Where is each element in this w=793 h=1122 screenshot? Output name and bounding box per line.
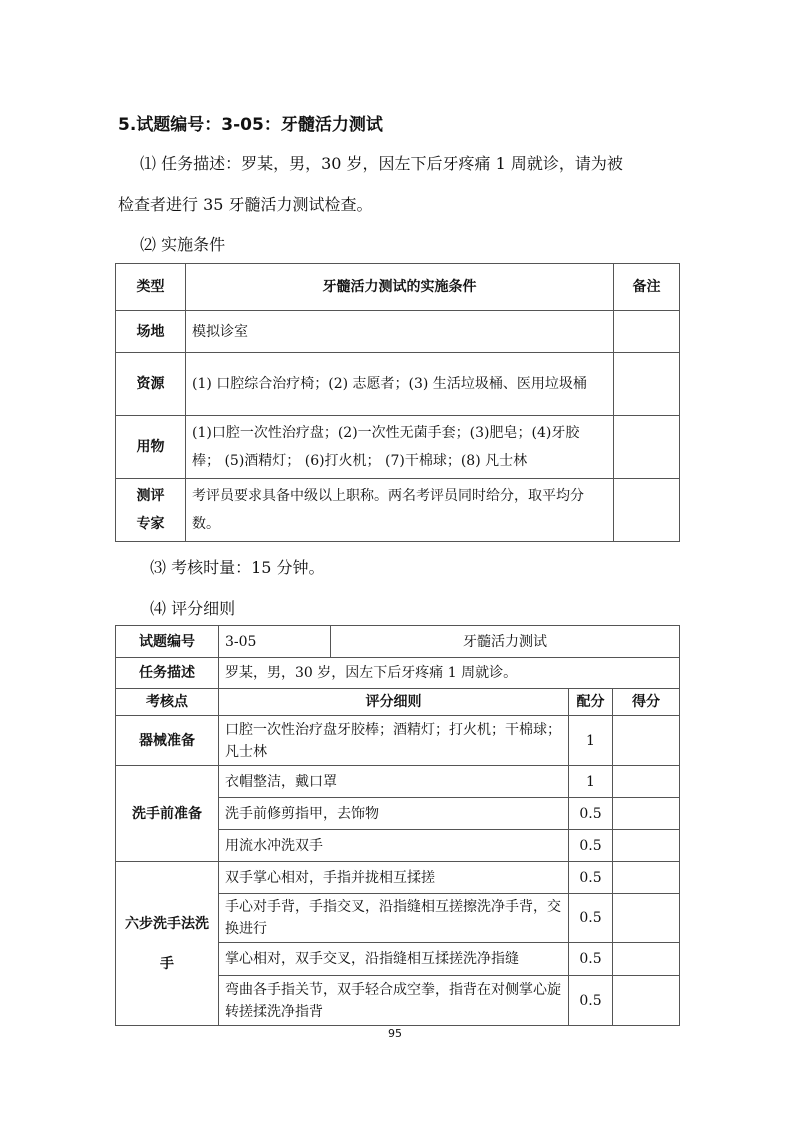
header-got: 得分 <box>613 689 680 716</box>
row-content: 考评员要求具备中级以上职称。两名考评员同时给分，取平均分数。 <box>186 479 614 542</box>
criteria: 掌心相对，双手交叉，沿指缝相互揉搓洗净指缝 <box>219 943 569 976</box>
desc-value: 罗某，男，30 岁，因左下后牙疼痛 1 周就诊。 <box>219 658 680 689</box>
row-note <box>614 479 680 542</box>
criteria: 衣帽整洁，戴口罩 <box>219 766 569 798</box>
row-type: 场地 <box>116 311 186 353</box>
point: 洗手前准备 <box>116 766 219 862</box>
task-description-line2: 检查者进行 35 牙髓活力测试检查。 <box>118 195 373 214</box>
header-criteria: 评分细则 <box>219 689 569 716</box>
row-content: 模拟诊室 <box>186 311 614 353</box>
row-type: 资源 <box>116 353 186 416</box>
header-note: 备注 <box>614 264 680 311</box>
row-type: 用物 <box>116 416 186 479</box>
point: 六步洗手法洗手 <box>116 862 219 1026</box>
row-type: 测评专家 <box>116 479 186 542</box>
subsection-scoring: ⑷ 评分细则 <box>150 599 236 618</box>
row-content: (1)口腔一次性治疗盘；(2)一次性无菌手套；(3)肥皂；(4)牙胶棒； (5)酒精灯； (6)打火机； (7)干棉球；(8) 凡士林 <box>186 416 614 479</box>
id-value: 3-05 <box>219 626 331 658</box>
subsection-conditions: ⑵ 实施条件 <box>140 235 226 254</box>
table-row <box>116 716 680 766</box>
subsection-time: ⑶ 考核时量：15 分钟。 <box>150 558 325 577</box>
score: 0.5 <box>569 894 613 943</box>
score: 0.5 <box>569 830 613 862</box>
header-conditions: 牙髓活力测试的实施条件 <box>186 264 614 311</box>
row-note <box>614 311 680 353</box>
row-note <box>614 416 680 479</box>
score: 1 <box>569 766 613 798</box>
criteria: 用流水冲洗双手 <box>219 830 569 862</box>
criteria: 口腔一次性治疗盘牙胶棒；酒精灯；打火机；干棉球；凡士林 <box>219 716 569 766</box>
id-label: 试题编号 <box>116 626 219 658</box>
row-content: (1) 口腔综合治疗椅；(2) 志愿者；(3) 生活垃圾桶、医用垃圾桶 <box>186 353 614 416</box>
score: 0.5 <box>569 862 613 894</box>
table-row <box>116 479 680 542</box>
section-title: 5.试题编号：3-05：牙髓活力测试 <box>118 115 383 135</box>
got <box>613 830 680 862</box>
criteria: 双手掌心相对，手指并拢相互揉搓 <box>219 862 569 894</box>
header-score: 配分 <box>569 689 613 716</box>
header-point: 考核点 <box>116 689 219 716</box>
got <box>613 976 680 1026</box>
test-name: 牙髓活力测试 <box>331 626 680 658</box>
conditions-table <box>115 263 680 542</box>
table-row <box>116 311 680 353</box>
got <box>613 862 680 894</box>
got <box>613 716 680 766</box>
row-note <box>614 353 680 416</box>
criteria: 手心对手背，手指交叉，沿指缝相互搓擦洗净手背，交换进行 <box>219 894 569 943</box>
table-row <box>116 416 680 479</box>
score: 0.5 <box>569 943 613 976</box>
table-row <box>116 766 680 798</box>
point: 器械准备 <box>116 716 219 766</box>
got <box>613 766 680 798</box>
got <box>613 894 680 943</box>
score: 0.5 <box>569 798 613 830</box>
got <box>613 943 680 976</box>
table-row <box>116 353 680 416</box>
got <box>613 798 680 830</box>
header-type: 类型 <box>116 264 186 311</box>
table-row <box>116 862 680 894</box>
task-description-line1: ⑴ 任务描述：罗某，男，30 岁，因左下后牙疼痛 1 周就诊，请为被 <box>140 154 623 173</box>
desc-label: 任务描述 <box>116 658 219 689</box>
page-number: 95 <box>388 1027 402 1040</box>
score: 0.5 <box>569 976 613 1026</box>
criteria: 洗手前修剪指甲，去饰物 <box>219 798 569 830</box>
criteria: 弯曲各手指关节，双手轻合成空拳，指背在对侧掌心旋转搓揉洗净指背 <box>219 976 569 1026</box>
scoring-table <box>115 625 680 1026</box>
score: 1 <box>569 716 613 766</box>
